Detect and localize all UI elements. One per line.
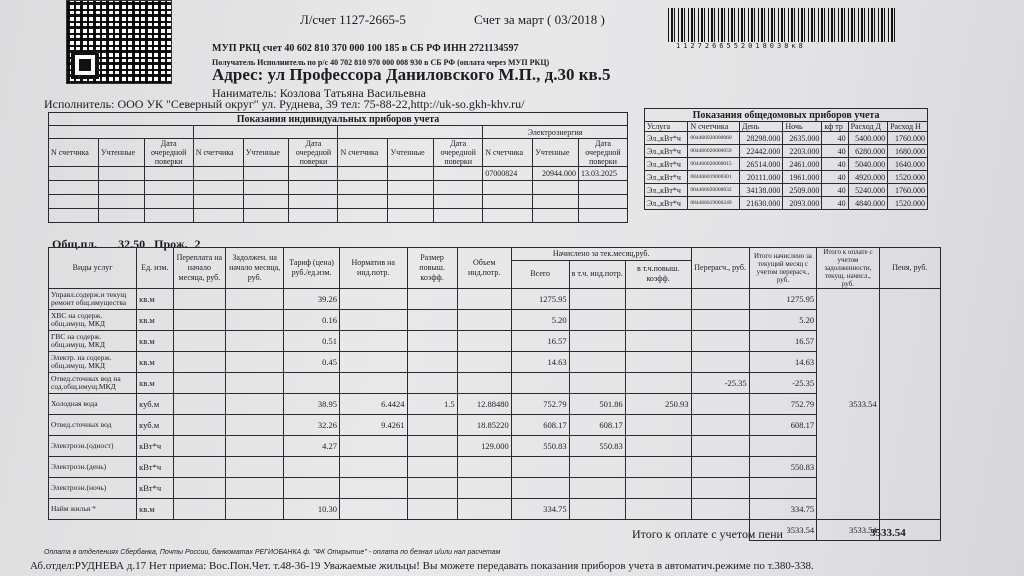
service-debt — [226, 289, 284, 310]
service-total: 608.17 — [511, 415, 569, 436]
common-meter-cell: 4840.000 — [848, 197, 888, 210]
address: Адрес: ул Профессора Даниловского М.П., д.30 кв.5 — [212, 65, 611, 84]
office-line: Аб.отдел:РУДНЕВА д.17 Нет приема: Вос.Пон.Чет. т.48-36-19 Уважаемые жильцы! Вы можете передавать показания приборов учета в автоматич.режиме по т.380-338. — [30, 560, 814, 572]
service-incl-coef — [625, 331, 691, 352]
service-norm — [339, 331, 407, 352]
service-sum: 608.17 — [749, 415, 816, 436]
col-service: Услуга — [645, 122, 688, 132]
service-unit: кВт*ч — [137, 478, 174, 499]
service-unit: кВт*ч — [137, 436, 174, 457]
service-debt — [226, 415, 284, 436]
fine-value — [879, 289, 940, 520]
col-usage-night: Расход Н — [888, 122, 928, 132]
service-volume — [457, 373, 511, 394]
col-volume: Объем инд.потр. — [457, 248, 511, 289]
col-meter-number: N счетчика — [483, 139, 533, 167]
service-unit: кв.м — [137, 373, 174, 394]
service-row — [49, 436, 941, 457]
service-incl-ind — [569, 310, 625, 331]
common-meter-row — [645, 145, 928, 158]
col-norm: Норматив на инд.потр. — [339, 248, 407, 289]
col-recalc: Перерасч., руб. — [691, 248, 749, 289]
common-meter-cell: 40 — [822, 171, 848, 184]
recipient-line: Получатель Исполнитель по р/с 40 702 810 970 000 008 930 в СБ РФ (оплата через МУП РКЦ) — [212, 58, 550, 67]
service-norm — [339, 373, 407, 394]
common-meter-cell: 084466019000249 — [688, 197, 740, 210]
individual-meters-table — [48, 112, 628, 223]
service-name: Электроэн.(день) — [49, 457, 137, 478]
service-unit: кв.м — [137, 289, 174, 310]
common-meter-cell: 2509.000 — [783, 184, 822, 197]
common-meter-cell: 1520.000 — [888, 197, 928, 210]
service-debt — [226, 394, 284, 415]
service-row — [49, 478, 941, 499]
common-meter-cell: 1760.000 — [888, 132, 928, 145]
col-verify-date: Дата очередной поверки — [579, 139, 628, 167]
service-incl-coef — [625, 499, 691, 520]
service-sum: 16.57 — [749, 331, 816, 352]
bill-period: Счет за март ( 03/2018 ) — [474, 12, 605, 27]
common-meter-cell: 084466019000301 — [688, 171, 740, 184]
service-coef — [407, 289, 457, 310]
service-overpay — [173, 289, 225, 310]
service-incl-coef — [625, 373, 691, 394]
account-number: Л/счет 1127-2665-5 — [300, 12, 406, 27]
service-incl-ind — [569, 373, 625, 394]
payment-note: Оплата в отделениях Сбербанка, Почты России, банкоматах РЕГИОБАНКА ф. "ФК Открытие" - оплата по безнал и/или нал расчетам — [44, 549, 501, 556]
service-coef: 1.5 — [407, 394, 457, 415]
common-meter-cell: 40 — [822, 158, 848, 171]
service-row — [49, 352, 941, 373]
service-incl-ind — [569, 352, 625, 373]
col-coef: Размер повыш. коэфф. — [407, 248, 457, 289]
common-meter-cell: 1520.000 — [888, 171, 928, 184]
service-debt — [226, 352, 284, 373]
service-overpay — [173, 457, 225, 478]
common-meter-cell: Эл.,кВт*ч — [645, 184, 688, 197]
common-meter-cell: 2203.000 — [783, 145, 822, 158]
service-row — [49, 331, 941, 352]
common-meter-cell: 34138.000 — [739, 184, 782, 197]
service-incl-ind: 608.17 — [569, 415, 625, 436]
barcode-digits: 1127266552018038к8 — [676, 42, 806, 50]
service-norm — [339, 436, 407, 457]
service-debt — [226, 331, 284, 352]
service-coef — [407, 352, 457, 373]
common-meter-cell: 1640.000 — [888, 158, 928, 171]
service-incl-coef: 250.93 — [625, 394, 691, 415]
service-recalc — [691, 415, 749, 436]
service-incl-ind — [569, 457, 625, 478]
service-unit: куб.м — [137, 415, 174, 436]
meter-verify-date: 13.03.2025 — [579, 167, 628, 181]
service-name: ХВС на содерж. общ.имущ. МКД — [49, 310, 137, 331]
col-meter-number: N счетчика — [193, 139, 243, 167]
service-total: 1275.95 — [511, 289, 569, 310]
service-name: Холодная вода — [49, 394, 137, 415]
common-meters-table — [644, 108, 928, 210]
service-recalc — [691, 436, 749, 457]
service-coef — [407, 373, 457, 394]
col-usage-day: Расход Д — [848, 122, 888, 132]
service-total: 752.79 — [511, 394, 569, 415]
col-meter-number: N счетчика — [49, 139, 99, 167]
service-coef — [407, 310, 457, 331]
service-debt — [226, 310, 284, 331]
common-meter-row — [645, 158, 928, 171]
service-overpay — [173, 499, 225, 520]
common-meter-cell: 2635.000 — [783, 132, 822, 145]
service-tariff: 39.26 — [284, 289, 340, 310]
common-meter-cell: 1680.000 — [888, 145, 928, 158]
col-meter-number: N счетчика — [338, 139, 388, 167]
service-incl-ind — [569, 289, 625, 310]
service-unit: кв.м — [137, 352, 174, 373]
service-tariff: 4.27 — [284, 436, 340, 457]
to-pay-value: 3533.54 — [817, 289, 880, 520]
service-incl-ind: 550.83 — [569, 436, 625, 457]
service-unit: кВт*ч — [137, 457, 174, 478]
service-coef — [407, 436, 457, 457]
common-meter-cell: Эл.,кВт*ч — [645, 145, 688, 158]
service-sum: -25.35 — [749, 373, 816, 394]
individual-meters-title: Показания индивидуальных приборов учета — [49, 113, 628, 126]
col-counted: Учтенные — [243, 139, 289, 167]
service-norm — [339, 352, 407, 373]
service-norm — [339, 289, 407, 310]
total-value: 3533.54 — [870, 527, 906, 539]
service-volume — [457, 499, 511, 520]
common-meter-cell: 40 — [822, 145, 848, 158]
service-incl-coef — [625, 310, 691, 331]
service-volume — [457, 478, 511, 499]
col-service-type: Виды услуг — [49, 248, 137, 289]
col-total: Всего — [511, 260, 569, 288]
service-name: Электроэн.(ночь) — [49, 478, 137, 499]
service-recalc — [691, 394, 749, 415]
service-name: Отвед.сточных вод на сод.общ.имущ.МКД — [49, 373, 137, 394]
col-debt: Задолжен. на начало месяца, руб. — [226, 248, 284, 289]
service-debt — [226, 478, 284, 499]
common-meter-cell: 004466020000060 — [688, 132, 740, 145]
service-tariff: 0.51 — [284, 331, 340, 352]
service-overpay — [173, 373, 225, 394]
common-meter-cell: Эл.,кВт*ч — [645, 158, 688, 171]
col-to-pay: Итого к оплате с учетом задолженности, текущ. начисл., руб. — [817, 248, 880, 289]
service-row — [49, 457, 941, 478]
col-overpay: Переплата на начало месяца, руб. — [173, 248, 225, 289]
common-meter-cell: 004466020000059 — [688, 145, 740, 158]
service-norm — [339, 310, 407, 331]
service-total: 14.63 — [511, 352, 569, 373]
service-name: Отвед.сточных вод — [49, 415, 137, 436]
col-counted: Учтенные — [98, 139, 144, 167]
common-meter-cell: 28298.000 — [739, 132, 782, 145]
service-total — [511, 457, 569, 478]
service-unit: кв.м — [137, 310, 174, 331]
service-overpay — [173, 394, 225, 415]
service-debt — [226, 499, 284, 520]
common-meter-cell: 1961.000 — [783, 171, 822, 184]
common-meter-cell: Эл.,кВт*ч — [645, 132, 688, 145]
totals-row — [49, 520, 941, 541]
bank-line: МУП РКЦ счет 40 602 810 370 000 100 185 в СБ РФ ИНН 2721134597 — [212, 43, 519, 54]
common-meter-cell: 5240.000 — [848, 184, 888, 197]
service-coef — [407, 331, 457, 352]
service-recalc — [691, 331, 749, 352]
qr-code — [66, 0, 172, 84]
service-norm — [339, 478, 407, 499]
service-coef — [407, 499, 457, 520]
service-sum — [749, 436, 816, 457]
service-norm: 9.4261 — [339, 415, 407, 436]
common-meter-cell: 004466020000032 — [688, 184, 740, 197]
common-meter-cell: 22442.000 — [739, 145, 782, 158]
service-total — [511, 478, 569, 499]
service-tariff: 0.45 — [284, 352, 340, 373]
service-overpay — [173, 415, 225, 436]
service-volume — [457, 331, 511, 352]
common-meter-cell: 2461.000 — [783, 158, 822, 171]
col-verify-date: Дата очередной поверки — [144, 139, 193, 167]
executor-line: Исполнитель: ООО УК "Северный округ" ул. Руднева, 39 тел: 75-88-22,http://uk-so.gkh-khv.ru/ — [44, 97, 525, 111]
service-total: 550.83 — [511, 436, 569, 457]
common-meter-cell: 4920.000 — [848, 171, 888, 184]
service-recalc — [691, 289, 749, 310]
service-overpay — [173, 436, 225, 457]
service-debt — [226, 457, 284, 478]
col-ratio: кф тр — [822, 122, 848, 132]
service-norm — [339, 499, 407, 520]
common-meter-cell: 40 — [822, 197, 848, 210]
services-table — [48, 247, 941, 541]
col-day: День — [739, 122, 782, 132]
service-sum: 1275.95 — [749, 289, 816, 310]
common-meter-cell: 1760.000 — [888, 184, 928, 197]
service-norm — [339, 457, 407, 478]
service-unit: кв.м — [137, 499, 174, 520]
service-recalc — [691, 457, 749, 478]
common-meter-row — [645, 132, 928, 145]
common-meter-cell: 26514.000 — [739, 158, 782, 171]
service-tariff — [284, 457, 340, 478]
service-name: Электроэн.(одност) — [49, 436, 137, 457]
service-row — [49, 310, 941, 331]
service-tariff: 32.26 — [284, 415, 340, 436]
total-to-pay: 3533.54 — [817, 520, 880, 541]
service-volume — [457, 457, 511, 478]
service-unit: кв.м — [137, 331, 174, 352]
area-value: 32.50 — [118, 237, 146, 251]
service-coef — [407, 457, 457, 478]
total-label: Итого к оплате с учетом пени — [632, 527, 783, 541]
service-tariff: 0.16 — [284, 310, 340, 331]
common-meter-cell: 5040.000 — [848, 158, 888, 171]
service-volume: 12.88480 — [457, 394, 511, 415]
service-incl-coef — [625, 436, 691, 457]
service-incl-ind: 501.86 — [569, 394, 625, 415]
col-unit: Ед. изм. — [137, 248, 174, 289]
service-sum: 5.20 — [749, 310, 816, 331]
service-name: Электр. на содерж. общ.имущ. МКД — [49, 352, 137, 373]
common-meter-cell: 21630.000 — [739, 197, 782, 210]
service-recalc — [691, 310, 749, 331]
common-meter-cell: 40 — [822, 184, 848, 197]
tenant-name: Наниматель: Козлова Татьяна Васильевна — [212, 86, 427, 100]
col-counted: Учтенные — [388, 139, 434, 167]
meter-number: 07000824 — [483, 167, 533, 181]
col-verify-date: Дата очередной поверки — [434, 139, 483, 167]
service-recalc: -25.35 — [691, 373, 749, 394]
common-meter-cell: 20111.000 — [739, 171, 782, 184]
barcode — [668, 8, 898, 42]
common-meter-row — [645, 197, 928, 210]
service-coef — [407, 478, 457, 499]
service-tariff — [284, 478, 340, 499]
col-incl-ind: в т.ч. инд.потр. — [569, 260, 625, 288]
service-row — [49, 289, 941, 310]
common-meter-cell: 2093.000 — [783, 197, 822, 210]
service-row — [49, 499, 941, 520]
service-unit: куб.м — [137, 394, 174, 415]
service-volume: 18.85220 — [457, 415, 511, 436]
service-debt — [226, 436, 284, 457]
service-row — [49, 373, 941, 394]
service-volume — [457, 289, 511, 310]
total-sum: 3533.54 — [749, 520, 816, 541]
service-norm: 6.4424 — [339, 394, 407, 415]
service-name: Найм жилья * — [49, 499, 137, 520]
service-sum: 334.75 — [749, 499, 816, 520]
common-meter-row — [645, 171, 928, 184]
service-total — [511, 373, 569, 394]
service-recalc — [691, 352, 749, 373]
col-tariff: Тариф (цена) руб./ед.изм. — [284, 248, 340, 289]
common-meter-cell: Эл.,кВт*ч — [645, 197, 688, 210]
common-meter-cell: Эл.,кВт*ч — [645, 171, 688, 184]
col-fine: Пеня, руб. — [879, 248, 940, 289]
service-incl-coef — [625, 457, 691, 478]
service-incl-coef — [625, 415, 691, 436]
area-label: Общ.пл. — [52, 237, 98, 251]
common-meter-cell: 40 — [822, 132, 848, 145]
service-row — [49, 394, 941, 415]
service-tariff — [284, 373, 340, 394]
service-incl-coef — [625, 352, 691, 373]
service-incl-coef — [625, 289, 691, 310]
service-incl-coef — [625, 478, 691, 499]
service-sum — [749, 478, 816, 499]
service-incl-ind — [569, 331, 625, 352]
service-total: 16.57 — [511, 331, 569, 352]
service-name: ГВС на содерж. общ.имущ. МКД — [49, 331, 137, 352]
col-incl-coef: в т.ч.повыш. коэфф. — [625, 260, 691, 288]
service-volume — [457, 352, 511, 373]
col-night: Ночь — [783, 122, 822, 132]
service-recalc — [691, 499, 749, 520]
service-incl-ind — [569, 499, 625, 520]
service-tariff: 38.95 — [284, 394, 340, 415]
service-total: 334.75 — [511, 499, 569, 520]
col-charged-group: Начислено за тек.месяц,руб. — [511, 248, 691, 261]
service-overpay — [173, 352, 225, 373]
service-overpay — [173, 310, 225, 331]
col-counted: Учтенные — [533, 139, 579, 167]
col-total-with-recalc: Итого начислено за текущий месяц с учетом перерасч., руб. — [749, 248, 816, 289]
meter-value: 20944.000 — [533, 167, 579, 181]
service-coef — [407, 415, 457, 436]
service-volume — [457, 310, 511, 331]
service-name: Управл.содерж.и текущ ремонт общ.имущества — [49, 289, 137, 310]
service-overpay — [173, 331, 225, 352]
common-meter-cell: 6280.000 — [848, 145, 888, 158]
service-debt — [226, 373, 284, 394]
electricity-group-label: Электроэнергия — [483, 126, 628, 139]
service-sum: 14.63 — [749, 352, 816, 373]
col-meter-number: N счетчика — [688, 122, 740, 132]
common-meters-title: Показания общедомовых приборов учета — [645, 109, 928, 122]
service-overpay — [173, 478, 225, 499]
service-sum: 752.79 — [749, 394, 816, 415]
common-meter-cell: 004466020000015 — [688, 158, 740, 171]
service-tariff: 10.30 — [284, 499, 340, 520]
residents-value: 2 — [194, 237, 201, 251]
col-verify-date: Дата очередной поверки — [289, 139, 338, 167]
residents-label: Прож. — [154, 237, 188, 251]
common-meter-row — [645, 184, 928, 197]
service-volume: 129.000 — [457, 436, 511, 457]
service-incl-ind — [569, 478, 625, 499]
service-sum: 550.83 — [749, 457, 816, 478]
common-meter-cell: 5400.000 — [848, 132, 888, 145]
service-total: 5.20 — [511, 310, 569, 331]
service-row — [49, 415, 941, 436]
service-recalc — [691, 478, 749, 499]
